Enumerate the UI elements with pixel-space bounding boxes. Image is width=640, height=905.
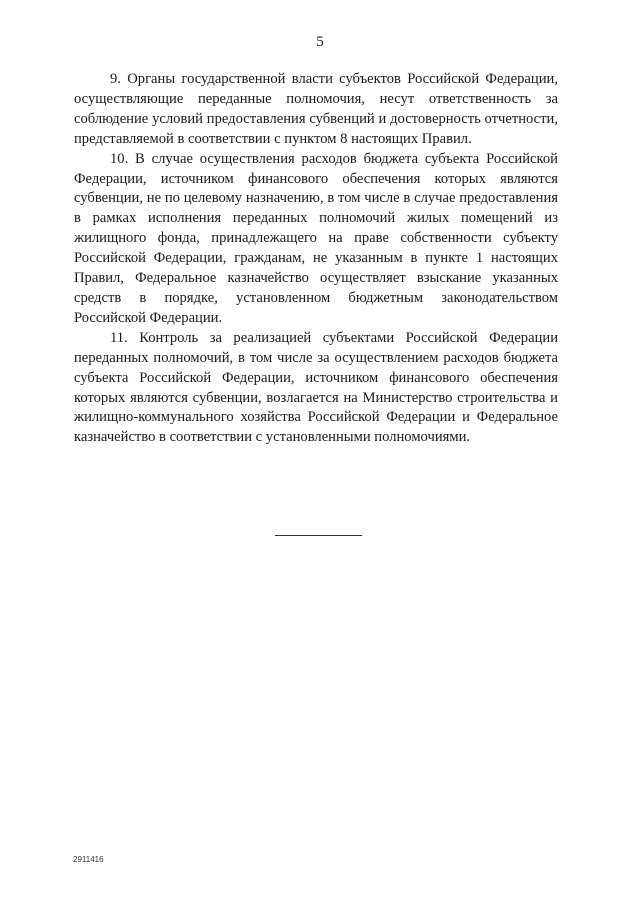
page-number: 5 [316,34,324,50]
paragraph-10: 10. В случае осуществления расходов бюджета субъекта Российской Федерации, источником финансового обеспечения которых являются субвенции, не по целевому назначению, в том числе в случае предоставления в рамках исполнения переданных полномочий жилых помещений из жилищного фонда, принадлежащего на праве собственности субъекту Российской Федерации, гражданам, не указанным в пункте 1 настоящих Правил, Федеральное казначейство осуществляет взыскание указанных средств в порядке, установленном бюджетным законодательством Российской Федерации. [74,150,558,326]
footer-document-code: 2911416 [73,855,104,864]
paragraph-9: 9. Органы государственной власти субъектов Российской Федерации, осуществляющие переданные полномочия, несут ответственность за соблюдение условий предоставления субвенций и достоверность отчетности, представляемой в соответствии с пунктом 8 настоящих Правил. [74,71,558,147]
paragraph-11: 11. Контроль за реализацией субъектами Российской Федерации переданных полномочий, в том числе за осуществлением расходов бюджета субъекта Российской Федерации, источником финансового обеспечения которых являются субвенции, возлагается на Министерство строительства и жилищно-коммунального хозяйства Российской Федерации и Федеральное казначейство в соответствии с установленными полномочиями. [74,329,558,446]
end-separator-line [275,535,362,536]
document-body [74,70,558,448]
